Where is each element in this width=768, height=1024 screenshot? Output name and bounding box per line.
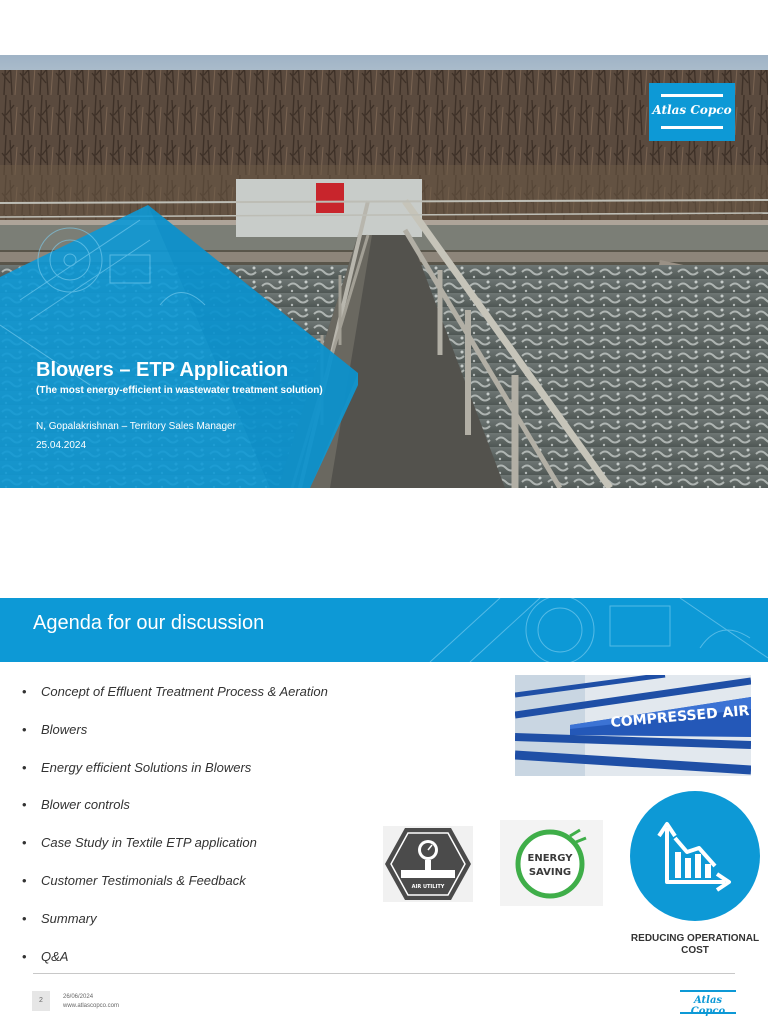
air-utility-label: AIR UTILITY [411, 884, 445, 890]
footer-url: www.atlascopco.com [63, 1003, 120, 1009]
energy-label-1: ENERGY [527, 853, 573, 864]
atlas-copco-logo: Atlas Copco [649, 83, 735, 141]
presenter-name: N, Gopalakrishnan – Territory Sales Manager [36, 421, 236, 432]
reducing-cost-icon [629, 790, 761, 922]
footer-date: 26/06/2024 [63, 994, 94, 1000]
list-item: • Customer Testimonials & Feedback [22, 872, 246, 888]
air-utility-icon [383, 826, 473, 902]
atlas-copco-logo-small: Atlas [680, 990, 736, 1016]
agenda-slide [0, 598, 768, 1024]
list-item: • Energy efficient Solutions in Blowers [22, 759, 252, 775]
footer-divider [33, 973, 735, 974]
list-item: • Blower controls [22, 797, 130, 813]
page-number: 2 [32, 991, 50, 1011]
compressed-air-pipes-image [515, 675, 751, 776]
slide-subtitle: (The most energy-efficient in wastewater treatment solution) [36, 385, 323, 396]
reducing-cost-caption: REDUCING OPERATIONAL COST [630, 933, 760, 956]
title-slide [0, 55, 768, 488]
energy-saving-icon [500, 820, 603, 906]
slide-title: Blowers – ETP Application [36, 359, 289, 381]
list-item: • Summary [22, 910, 97, 926]
list-item: • Case Study in Textile ETP application [22, 835, 257, 851]
pipe-label: COMPRESSED AIR [609, 702, 750, 731]
energy-label-2: SAVING [528, 867, 572, 878]
presentation-date: 25.04.2024 [36, 440, 87, 451]
agenda-list [22, 684, 328, 986]
list-item: • Q&A [22, 948, 69, 964]
list-item: • Blowers [22, 721, 88, 737]
red-box [316, 183, 344, 213]
agenda-title: Agenda for our discussion [33, 612, 265, 634]
list-item: • Concept of Effluent Treatment Process & Aeration [22, 684, 328, 699]
agenda-banner [0, 598, 768, 662]
